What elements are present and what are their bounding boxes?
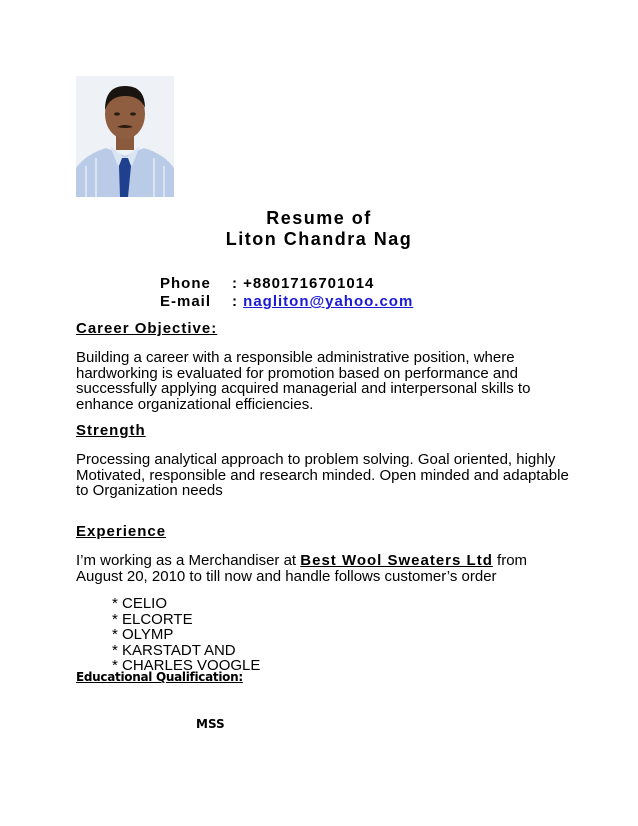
email-link[interactable]: nagliton@yahoo.com: [243, 293, 414, 310]
title-line-1: Resume of: [266, 208, 372, 228]
profile-photo: [76, 76, 174, 197]
experience-heading: Experience: [76, 523, 167, 540]
buyer-item: * ELCORTE: [112, 610, 193, 628]
education-item: MSS: [196, 717, 225, 731]
career-objective-heading: Career Objective:: [76, 320, 218, 337]
buyer-item: * OLYMP: [112, 626, 174, 643]
experience-text-before: I’m working as a Merchandiser at: [76, 552, 301, 569]
buyer-list: [112, 596, 260, 674]
resume-name: [0, 229, 638, 250]
phone-row: [160, 275, 374, 292]
buyer-item: * CHARLES VOOGLE: [112, 657, 261, 674]
strength-heading: Strength: [76, 422, 146, 439]
email-label: E-mail: [160, 293, 212, 310]
resume-title: [0, 208, 638, 229]
phone-value: : +8801716701014: [232, 275, 375, 292]
strength-text: Processing analytical approach to problem solving. Goal oriented, highly Motivated, responsible and research minded. Open minded and adaptable to Organization needs: [76, 451, 569, 499]
career-objective-text: Building a career with a responsible administrative position, where hardworking is evaluated for promotion based on performance and successfully applying acquired managerial and interpersonal skills to enhance organizational efficiencies.: [76, 349, 531, 413]
education-heading: Educational Qualification:: [76, 670, 243, 684]
title-line-2: Liton Chandra Nag: [225, 229, 413, 249]
experience-text-after: from August 20, 2010 to till now and handle follows customer’s order: [76, 552, 528, 585]
email-row: [160, 293, 413, 310]
person-portrait: [76, 76, 174, 197]
experience-text: [76, 553, 566, 584]
company-name: Best Wool Sweaters Ltd: [300, 552, 493, 569]
email-separator: :: [232, 293, 244, 310]
phone-label: Phone: [160, 275, 211, 292]
buyer-item: * CELIO: [112, 595, 168, 612]
buyer-item: * KARSTADT AND: [112, 641, 236, 659]
